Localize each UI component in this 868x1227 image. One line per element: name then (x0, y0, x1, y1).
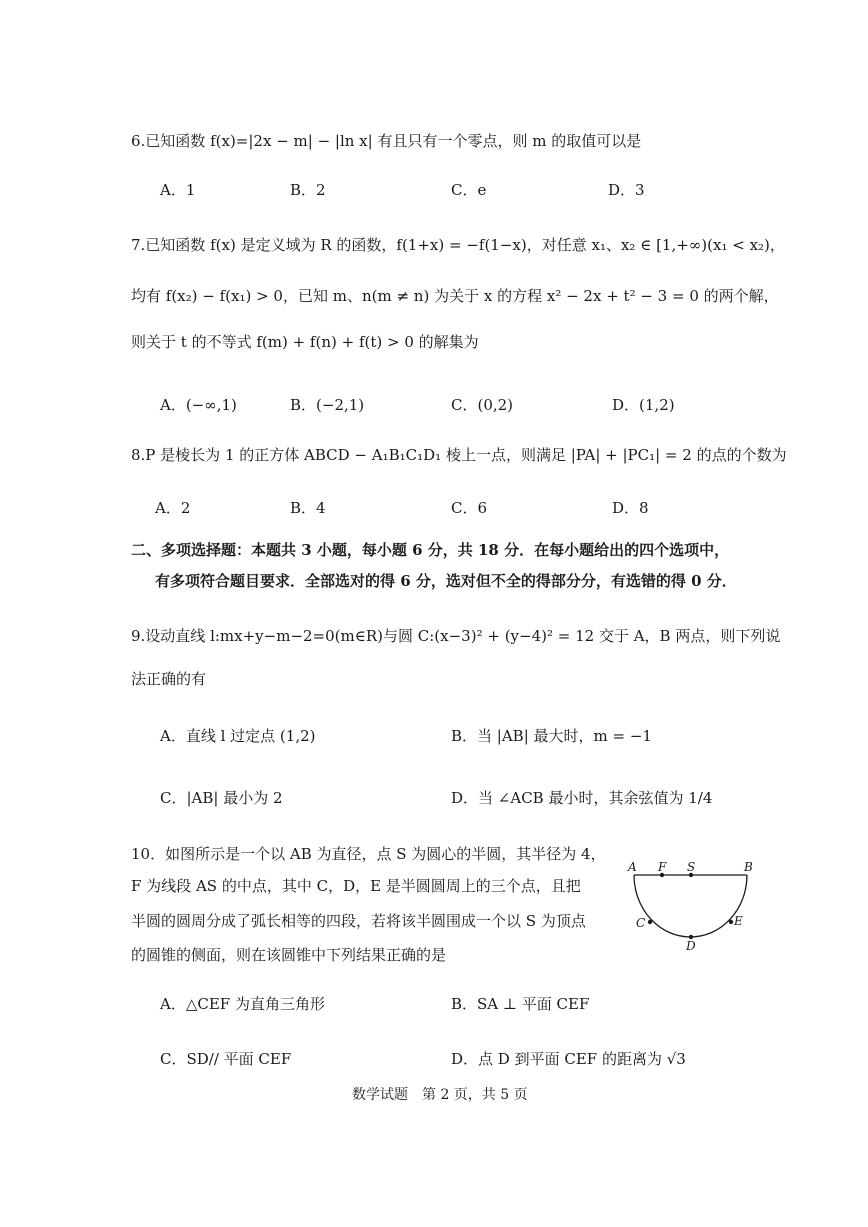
q7-option-c: C．(0,2) (451, 396, 514, 414)
section2-line2: 有多项符合题目要求．全部选对的得 6 分，选对但不全的得部分分，有选错的得 0 分． (155, 572, 737, 590)
q9-line1: 9.设动直线 l:mx+y−m−2=0(m∈R)与圆 C:(x−3)² + (y−4)² = 12 交于 A，B 两点，则下列说 (131, 627, 781, 645)
label-b: B (744, 860, 753, 874)
label-a: A (628, 860, 637, 874)
q8-option-a: A．2 (155, 499, 191, 517)
q6-option-b: B．2 (290, 181, 326, 199)
semicircle-arc (634, 875, 747, 937)
point-e-dot (729, 920, 733, 924)
q7-option-a: A．(−∞,1) (160, 396, 237, 414)
q6-option-d: D．3 (608, 181, 645, 199)
q10-option-c: C．SD// 平面 CEF (160, 1050, 292, 1068)
label-f: F (658, 860, 667, 874)
q10-option-b: B．SA ⊥ 平面 CEF (451, 995, 590, 1013)
point-c-dot (648, 920, 652, 924)
q6-option-c: C．e (451, 181, 487, 199)
label-c: C (636, 916, 646, 930)
q7-option-d: D．(1,2) (612, 396, 675, 414)
q8-option-d: D．8 (612, 499, 649, 517)
q8-option-b: B．4 (290, 499, 326, 517)
q7-line3: 则关于 t 的不等式 f(m) + f(n) + f(t) > 0 的解集为 (131, 333, 479, 351)
label-s: S (687, 860, 696, 874)
label-e: E (734, 914, 743, 928)
q10-line2: F 为线段 AS 的中点，其中 C，D，E 是半圆圆周上的三个点，且把 (131, 877, 581, 895)
q10-option-a: A．△CEF 为直角三角形 (160, 995, 325, 1013)
q9-option-a: A．直线 l 过定点 (1,2) (160, 727, 316, 745)
q6-stem: 6.已知函数 f(x)=|2x − m| − |ln x| 有且只有一个零点，则 m 的取值可以是 (131, 132, 642, 150)
page-footer: 数学试题 第 2 页，共 5 页 (352, 1087, 528, 1103)
q10-line3: 半圆的圆周分成了弧长相等的四段，若将该半圆围成一个以 S 为顶点 (131, 912, 586, 930)
q9-line2: 法正确的有 (131, 670, 207, 688)
semicircle-figure (624, 858, 759, 958)
q10-line1: 10．如图所示是一个以 AB 为直径，点 S 为圆心的半圆，其半径为 4， (131, 845, 606, 863)
q7-option-b: B．(−2,1) (290, 396, 365, 414)
q6-option-a: A．1 (160, 181, 196, 199)
q7-line1: 7.已知函数 f(x) 是定义域为 R 的函数，f(1+x) = −f(1−x)，对任意 x₁、x₂ ∈ [1,+∞)(x₁ < x₂)， (131, 236, 785, 254)
label-d: D (686, 939, 696, 953)
q10-line4: 的圆锥的侧面，则在该圆锥中下列结果正确的是 (131, 946, 447, 964)
section2-line1: 二、多项选择题：本题共 3 小题，每小题 6 分，共 18 分．在每小题给出的四个选项中， (131, 541, 730, 559)
q10-option-d: D．点 D 到平面 CEF 的距离为 √3 (451, 1050, 686, 1068)
q9-option-c: C．|AB| 最小为 2 (160, 789, 283, 807)
q8-option-c: C．6 (451, 499, 488, 517)
q9-option-b: B．当 |AB| 最大时，m = −1 (451, 727, 652, 745)
q7-line2: 均有 f(x₂) − f(x₁) > 0，已知 m、n(m ≠ n) 为关于 x 的方程 x² − 2x + t² − 3 = 0 的两个解， (131, 287, 779, 305)
q9-option-d: D．当 ∠ACB 最小时，其余弦值为 1/4 (451, 789, 713, 807)
q8-stem: 8.P 是棱长为 1 的正方体 ABCD − A₁B₁C₁D₁ 棱上一点，则满足 |PA| + |PC₁| = 2 的点的个数为 (131, 446, 787, 464)
